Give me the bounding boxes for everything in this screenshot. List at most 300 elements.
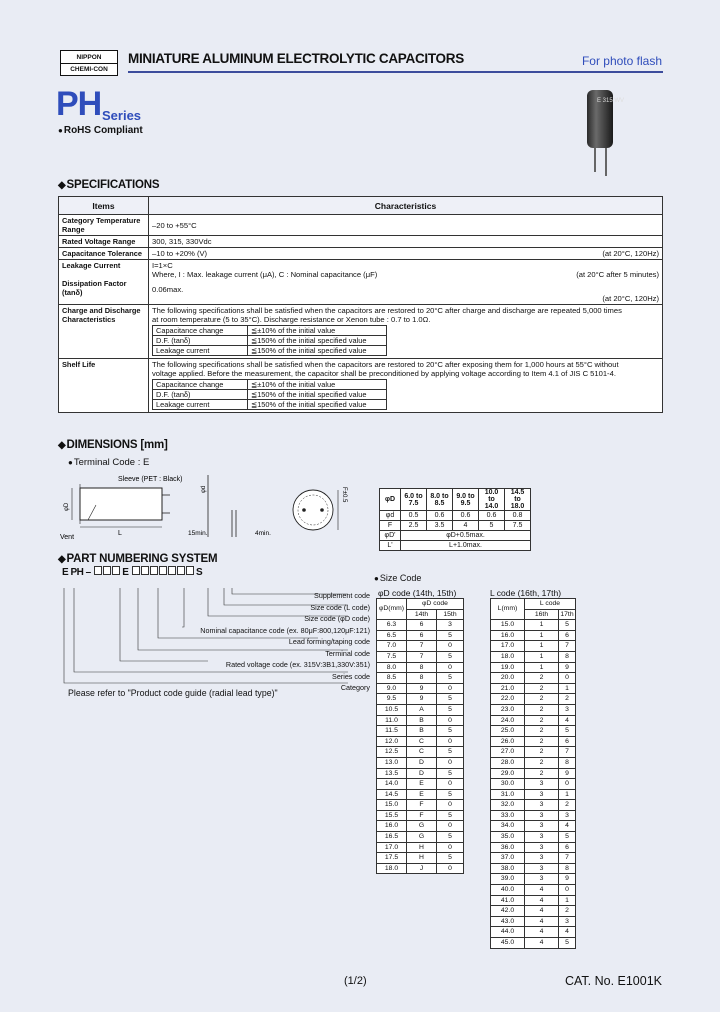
- d-code-row-cell: F: [407, 810, 437, 821]
- criteria-label: Capacitance change: [153, 326, 248, 336]
- l-head: L(mm): [491, 599, 525, 620]
- d-head: φD(mm): [377, 599, 407, 620]
- dim-cell: 0.6: [427, 511, 453, 521]
- l-code-row: [491, 630, 576, 641]
- l-code-row-cell: 8: [559, 757, 576, 768]
- capacitor-lead: [605, 148, 607, 176]
- l-code-row-cell: 8: [559, 651, 576, 662]
- d-code-row-cell: 5: [437, 694, 464, 705]
- l-code-row-cell: 2: [525, 673, 559, 684]
- d-code-row-cell: 13.0: [377, 757, 407, 768]
- dim-cell: 7.5: [505, 521, 531, 531]
- d-code-row-cell: 0: [437, 757, 464, 768]
- l-code-row: [491, 789, 576, 800]
- l-code-row: [491, 800, 576, 811]
- d-code-row: [377, 683, 464, 694]
- d-code-row: [377, 853, 464, 864]
- criteria-label: D.F. (tanδ): [153, 336, 248, 346]
- d-code-row: [377, 704, 464, 715]
- l-code-row-cell: 44.0: [491, 927, 525, 938]
- spec-item: Rated Voltage Range: [59, 236, 149, 248]
- d-code-row-cell: 6: [407, 630, 437, 641]
- spec-value-cell: [149, 305, 663, 359]
- d-code-row-cell: 15.0: [377, 800, 407, 811]
- d-head: 15th: [437, 609, 464, 620]
- d-code-row-cell: 0: [437, 779, 464, 790]
- d-code-row-cell: 9.5: [377, 694, 407, 705]
- d-code-row: [377, 662, 464, 673]
- size-code-title: ● Size Code: [374, 573, 421, 583]
- d-code-row-cell: 11.5: [377, 726, 407, 737]
- l-head: 16th: [525, 609, 559, 620]
- d-code-row-cell: 15.5: [377, 810, 407, 821]
- spec-text: The following specifications shall be satisfied when the capacitors are restored to 20°C after exposing them for 1,000 hours at 55°C without: [152, 360, 619, 369]
- l-code-row-cell: 3: [525, 779, 559, 790]
- l-code-row-cell: 5: [559, 938, 576, 949]
- criteria-label: Leakage current: [153, 346, 248, 356]
- d-code-row-cell: 0: [437, 736, 464, 747]
- d-code-row-cell: 5: [437, 651, 464, 662]
- l-code-row-cell: 36.0: [491, 842, 525, 853]
- l-code-row-cell: 6: [559, 630, 576, 641]
- d-head: φD code: [407, 599, 464, 610]
- d-code-row: [377, 694, 464, 705]
- d-code-title: φD code (14th, 15th): [378, 588, 457, 598]
- criteria-value: ≦±10% of the initial value: [248, 326, 387, 336]
- dim-cell: φD': [380, 531, 401, 541]
- l-code-row-cell: 19.0: [491, 662, 525, 673]
- phiD-label: φD: [64, 502, 70, 511]
- d-code-row-cell: 7.5: [377, 651, 407, 662]
- code-series: PH: [70, 567, 84, 578]
- l-code-row-cell: 5: [559, 620, 576, 631]
- lead-point: [302, 508, 306, 512]
- specifications-heading: ◆ SPECIFICATIONS: [58, 179, 159, 191]
- d-code-row-cell: 0: [437, 800, 464, 811]
- pn-label: Series code: [332, 671, 370, 681]
- document-title: MINIATURE ALUMINUM ELECTROLYTIC CAPACITORS: [128, 51, 464, 66]
- d-code-row-cell: 9: [407, 683, 437, 694]
- l-code-row-cell: 2: [525, 768, 559, 779]
- l-code-row-cell: 2: [525, 694, 559, 705]
- l-code-row: [491, 704, 576, 715]
- part-numbering-heading: ◆ PART NUMBERING SYSTEM: [58, 553, 217, 565]
- l-code-row: [491, 779, 576, 790]
- shelf-criteria-table: [152, 379, 387, 410]
- dim-cell: 0.5: [401, 511, 427, 521]
- dim-header-cell: 14.5 to 18.0: [505, 489, 531, 511]
- d-code-row-cell: 0: [437, 863, 464, 874]
- logo-line1: NIPPON: [76, 54, 102, 61]
- voltage-boxes: [93, 566, 120, 575]
- spec-text: voltage applied. Before the measurement, the capacitor shall be preconditioned by applying voltage according to Item 4.1 of JIS C 5101-4.: [152, 369, 616, 378]
- logo-line2: CHEMI-CON: [61, 63, 117, 75]
- l-code-row: [491, 821, 576, 832]
- l-code-row-cell: 33.0: [491, 810, 525, 821]
- l-code-row-cell: 3: [525, 863, 559, 874]
- dimensions-heading: ◆ DIMENSIONS [mm]: [58, 439, 168, 451]
- product-code-note: Please refer to "Product code guide (radial lead type)": [68, 688, 278, 698]
- d-code-row-cell: 5: [437, 673, 464, 684]
- d-code-row: [377, 620, 464, 631]
- l-code-row-cell: 6: [559, 736, 576, 747]
- l-code-row-cell: 17.0: [491, 641, 525, 652]
- d-code-row-cell: 7.0: [377, 641, 407, 652]
- dim-cell: 0.6: [453, 511, 479, 521]
- d-code-row-cell: 17.5: [377, 853, 407, 864]
- l-code-row-cell: 2: [525, 736, 559, 747]
- dim-cell: φd: [380, 511, 401, 521]
- l-code-row: [491, 874, 576, 885]
- spec-value-cell: [149, 248, 663, 260]
- dim-cell: φD+0.5max.: [401, 531, 531, 541]
- l-code-row-cell: 24.0: [491, 715, 525, 726]
- dim-cell: L': [380, 541, 401, 551]
- d-code-row-cell: G: [407, 832, 437, 843]
- dim-cell: 5: [479, 521, 505, 531]
- dim-header-cell: 10.0 to 14.0: [479, 489, 505, 511]
- d-code-row-cell: 0: [437, 662, 464, 673]
- series-code: PH: [56, 85, 102, 123]
- l-code-row-cell: 3: [525, 832, 559, 843]
- dim-cell: L+1.0max.: [401, 541, 531, 551]
- spec-item: Category Temperature Range: [59, 215, 149, 236]
- d-code-row-cell: 5: [437, 853, 464, 864]
- d-code-row-cell: 8: [407, 673, 437, 684]
- terminal-code: ● Terminal Code : E: [68, 457, 149, 468]
- d-code-row-cell: G: [407, 821, 437, 832]
- spec-value: 300, 315, 330Vdc: [149, 236, 663, 248]
- dimension-table: [379, 488, 531, 551]
- pn-label: Nominal capacitance code (ex. 80μF:800,120μF:121): [200, 625, 370, 635]
- d-code-row-cell: D: [407, 757, 437, 768]
- charge-criteria-table: [152, 325, 387, 356]
- spec-item: Shelf Life: [59, 359, 149, 413]
- l-code-row-cell: 3: [525, 874, 559, 885]
- l-code-row-cell: 0: [559, 673, 576, 684]
- spec-note: (at 20°C after 5 minutes): [576, 270, 659, 279]
- pn-label: Size code (L code): [310, 602, 370, 612]
- code-terminal: E: [122, 567, 129, 578]
- d-code-row-cell: 17.0: [377, 842, 407, 853]
- l-code-row-cell: 22.0: [491, 694, 525, 705]
- dim-cell: 0.8: [505, 511, 531, 521]
- l-code-row: [491, 683, 576, 694]
- l-code-row-cell: 34.0: [491, 821, 525, 832]
- d-code-row: [377, 863, 464, 874]
- spec-item: Charge and Discharge Characteristics: [59, 305, 149, 359]
- l-code-row: [491, 842, 576, 853]
- l-code-row: [491, 927, 576, 938]
- d-code-row-cell: 9.0: [377, 683, 407, 694]
- l-code-row-cell: 2: [559, 800, 576, 811]
- d-code-row: [377, 757, 464, 768]
- l-code-row-cell: 32.0: [491, 800, 525, 811]
- l-code-row-cell: 4: [525, 927, 559, 938]
- pn-label: Terminal code: [325, 648, 370, 658]
- l-code-row-cell: 4: [559, 927, 576, 938]
- criteria-value: ≦150% of the initial specified value: [248, 390, 387, 400]
- capacitor-marking: E 315 WV: [597, 98, 625, 104]
- l-code-row-cell: 35.0: [491, 832, 525, 843]
- d-code-row: [377, 736, 464, 747]
- part-number-labels: [165, 590, 370, 694]
- l-code-row: [491, 768, 576, 779]
- l-code-row-cell: 15.0: [491, 620, 525, 631]
- dim-cell: 0.6: [479, 511, 505, 521]
- l-code-row-cell: 4: [559, 821, 576, 832]
- d-code-table: [376, 598, 464, 874]
- l-code-row-cell: 16.0: [491, 630, 525, 641]
- l-code-row-cell: 0: [559, 779, 576, 790]
- l-code-row-cell: 0: [559, 885, 576, 896]
- d-code-row-cell: 6.5: [377, 630, 407, 641]
- l-code-row-cell: 23.0: [491, 704, 525, 715]
- l-code-row-cell: 45.0: [491, 938, 525, 949]
- spec-item: Leakage Current: [62, 261, 121, 270]
- page-number: (1/2): [344, 975, 367, 987]
- l-code-row-cell: 2: [559, 906, 576, 917]
- l-code-row-cell: 5: [559, 726, 576, 737]
- d-code-row-cell: B: [407, 715, 437, 726]
- l-code-row: [491, 853, 576, 864]
- lead-4-label: 4min.: [255, 530, 271, 537]
- d-code-row-cell: 8.0: [377, 662, 407, 673]
- l-code-row: [491, 810, 576, 821]
- d-code-row-cell: C: [407, 747, 437, 758]
- col-items: Items: [59, 197, 149, 215]
- l-code-row-cell: 1: [525, 651, 559, 662]
- d-code-row-cell: 5: [437, 747, 464, 758]
- d-code-row-cell: 3: [437, 620, 464, 631]
- nippon-chemicon-logo: [60, 50, 118, 76]
- l-code-row-cell: 31.0: [491, 789, 525, 800]
- d-code-row-cell: 16.5: [377, 832, 407, 843]
- pn-label: Rated voltage code (ex. 315V:3B1,330V:351): [225, 660, 370, 669]
- d-code-row-cell: H: [407, 842, 437, 853]
- dim-header-cell: φD: [380, 489, 401, 511]
- l-code-row: [491, 736, 576, 747]
- d-code-row: [377, 821, 464, 832]
- l-code-row-cell: 7: [559, 853, 576, 864]
- l-code-row-cell: 3: [525, 842, 559, 853]
- l-code-row-cell: 2: [525, 726, 559, 737]
- l-code-row-cell: 2: [525, 747, 559, 758]
- L-label: L: [118, 530, 122, 537]
- l-code-row: [491, 916, 576, 927]
- l-code-row-cell: 42.0: [491, 906, 525, 917]
- pn-label: Size code (φD code): [304, 614, 370, 623]
- d-code-row: [377, 651, 464, 662]
- l-code-row: [491, 673, 576, 684]
- l-code-row-cell: 4: [525, 916, 559, 927]
- d-code-row-cell: 12.5: [377, 747, 407, 758]
- F-label: F±0.5: [341, 487, 347, 503]
- l-head: L code: [525, 599, 576, 610]
- spec-value: –10 to +20% (V): [152, 249, 208, 258]
- d-code-row-cell: 5: [437, 768, 464, 779]
- l-code-row-cell: 37.0: [491, 853, 525, 864]
- d-code-row: [377, 779, 464, 790]
- spec-item: Capacitance Tolerance: [59, 248, 149, 260]
- spec-value: 0.06max.: [152, 285, 184, 294]
- l-code-row: [491, 641, 576, 652]
- capacitor-body-outline: [80, 488, 162, 520]
- l-code-row-cell: 26.0: [491, 736, 525, 747]
- l-code-row-cell: 3: [525, 821, 559, 832]
- d-code-row-cell: 5: [437, 789, 464, 800]
- d-code-row-cell: 9: [407, 694, 437, 705]
- category-label: For photo flash: [581, 54, 662, 68]
- d-code-row-cell: 13.5: [377, 768, 407, 779]
- l-code-row: [491, 832, 576, 843]
- l-code-row-cell: 1: [525, 662, 559, 673]
- d-code-row-cell: D: [407, 768, 437, 779]
- l-code-row-cell: 3: [559, 810, 576, 821]
- d-code-row-cell: E: [407, 789, 437, 800]
- l-code-row-cell: 43.0: [491, 916, 525, 927]
- pn-label: Supplement code: [314, 591, 370, 600]
- code-boxes: [131, 566, 194, 575]
- lead-point: [320, 508, 324, 512]
- l-code-row-cell: 20.0: [491, 673, 525, 684]
- l-code-row-cell: 41.0: [491, 895, 525, 906]
- criteria-label: Capacitance change: [153, 380, 248, 390]
- pn-label: Category: [340, 683, 370, 692]
- criteria-value: ≦±10% of the initial value: [248, 380, 387, 390]
- l-code-row-cell: 4: [525, 895, 559, 906]
- l-code-row-cell: 39.0: [491, 874, 525, 885]
- d-code-row-cell: 5: [437, 810, 464, 821]
- l-code-row-cell: 4: [525, 906, 559, 917]
- l-code-row-cell: 30.0: [491, 779, 525, 790]
- d-code-row: [377, 630, 464, 641]
- l-code-row-cell: 4: [525, 885, 559, 896]
- l-code-row: [491, 726, 576, 737]
- d-code-row: [377, 832, 464, 843]
- l-code-row-cell: 4: [559, 715, 576, 726]
- l-code-row-cell: 5: [559, 832, 576, 843]
- l-code-row: [491, 715, 576, 726]
- spec-text: at room temperature (5 to 35°C). Discharge resistance or Xenon tube : 0.7 to 1.0Ω.: [152, 315, 431, 324]
- d-code-row-cell: H: [407, 853, 437, 864]
- d-code-row: [377, 715, 464, 726]
- header-rule: [128, 71, 663, 73]
- criteria-label: D.F. (tanδ): [153, 390, 248, 400]
- spec-value: –20 to +55°C: [149, 215, 663, 236]
- lead-15-label: 15min.: [188, 530, 208, 537]
- d-code-row-cell: 16.0: [377, 821, 407, 832]
- l-code-row-cell: 7: [559, 747, 576, 758]
- l-code-row: [491, 906, 576, 917]
- catalog-number: CAT. No. E1001K: [564, 974, 662, 988]
- l-code-row-cell: 3: [559, 916, 576, 927]
- size-code-heading: [374, 573, 421, 584]
- d-code-row-cell: 12.0: [377, 736, 407, 747]
- l-code-row-cell: 2: [559, 694, 576, 705]
- l-code-row-cell: 1: [525, 641, 559, 652]
- d-code-row: [377, 800, 464, 811]
- l-code-row-cell: 2: [525, 757, 559, 768]
- d-code-row-cell: 7: [407, 651, 437, 662]
- spec-item: Dissipation Factor (tanδ): [62, 279, 127, 297]
- code-dash: –: [85, 567, 91, 578]
- d-code-row-cell: 0: [437, 641, 464, 652]
- end-view-outer: [293, 490, 333, 530]
- d-code-row-cell: 5: [437, 704, 464, 715]
- l-code-row-cell: 3: [525, 800, 559, 811]
- spec-note: (at 20°C, 120Hz): [602, 294, 659, 303]
- l-code-row: [491, 895, 576, 906]
- d-code-row-cell: 5: [437, 630, 464, 641]
- pn-label: Lead forming/taping code: [288, 637, 370, 646]
- d-code-row-cell: E: [407, 779, 437, 790]
- l-code-row: [491, 620, 576, 631]
- l-code-row: [491, 694, 576, 705]
- d-code-row-cell: C: [407, 736, 437, 747]
- l-head: 17th: [559, 609, 576, 620]
- d-code-row: [377, 789, 464, 800]
- d-code-row-cell: 6.3: [377, 620, 407, 631]
- phid-label: φd: [201, 485, 207, 493]
- l-code-title: L code (16th, 17th): [490, 588, 562, 598]
- code-prefix: E: [62, 567, 69, 578]
- l-code-row-cell: 3: [559, 704, 576, 715]
- l-code-row-cell: 9: [559, 874, 576, 885]
- d-code-row-cell: 5: [437, 832, 464, 843]
- l-code-row-cell: 2: [525, 683, 559, 694]
- l-code-row: [491, 938, 576, 949]
- l-code-row-cell: 1: [525, 620, 559, 631]
- spec-note: (at 20°C, 120Hz): [602, 249, 659, 258]
- l-code-row-cell: 3: [525, 810, 559, 821]
- code-supplement: S: [196, 567, 203, 578]
- d-code-row-cell: A: [407, 704, 437, 715]
- d-code-row-cell: 0: [437, 842, 464, 853]
- d-code-row-cell: 18.0: [377, 863, 407, 874]
- d-head: 14th: [407, 609, 437, 620]
- l-code-row-cell: 2: [525, 704, 559, 715]
- series-word: Series: [102, 108, 142, 123]
- dim-header-cell: 9.0 to 9.5: [453, 489, 479, 511]
- l-code-row-cell: 1: [559, 895, 576, 906]
- d-code-row-cell: 14.5: [377, 789, 407, 800]
- l-code-row-cell: 21.0: [491, 683, 525, 694]
- l-code-row: [491, 757, 576, 768]
- l-code-row-cell: 40.0: [491, 885, 525, 896]
- l-code-row-cell: 9: [559, 768, 576, 779]
- d-code-row: [377, 810, 464, 821]
- l-code-row-cell: 9: [559, 662, 576, 673]
- vent-label: Vent: [60, 534, 75, 541]
- l-code-row-cell: 1: [559, 683, 576, 694]
- l-code-row-cell: 3: [525, 789, 559, 800]
- d-code-row-cell: 14.0: [377, 779, 407, 790]
- l-code-row-cell: 2: [525, 715, 559, 726]
- specifications-table: [58, 196, 663, 413]
- spec-text: The following specifications shall be satisfied when the capacitors are restored to 20°C after charge and discharge are repeated 5,000 times: [152, 306, 622, 315]
- l-code-row: [491, 747, 576, 758]
- rohs-badge: ● RoHS Compliant: [58, 125, 143, 136]
- d-code-row-cell: 11.0: [377, 715, 407, 726]
- d-code-row: [377, 747, 464, 758]
- d-code-row: [377, 842, 464, 853]
- d-code-row-cell: 0: [437, 715, 464, 726]
- d-code-row: [377, 673, 464, 684]
- d-code-row-cell: J: [407, 863, 437, 874]
- l-code-row-cell: 1: [525, 630, 559, 641]
- d-code-row-cell: 7: [407, 641, 437, 652]
